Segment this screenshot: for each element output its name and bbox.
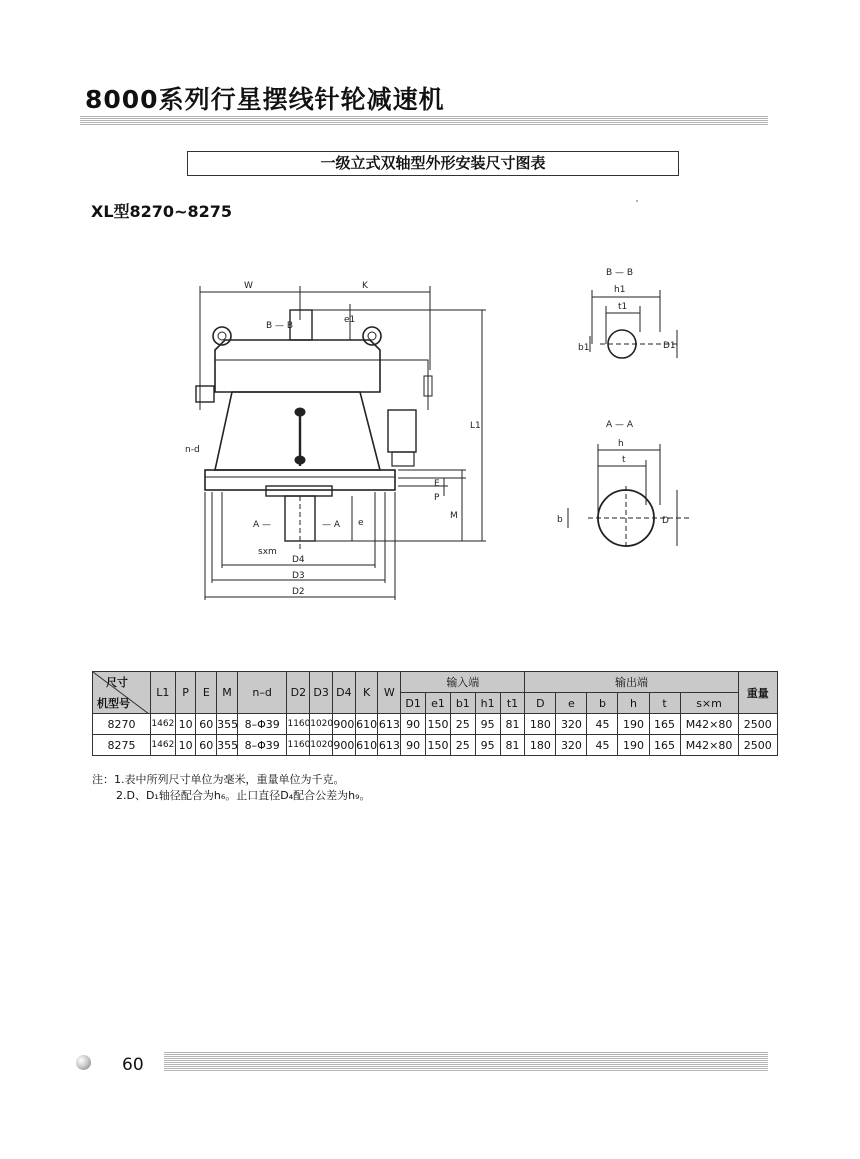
cell-h1: 95 [475, 714, 500, 735]
cell-d4: 900 [332, 714, 355, 735]
group-input: 输入端 [401, 672, 525, 693]
label-nd: n-d [185, 445, 200, 455]
cell-t: 165 [649, 735, 680, 756]
cell-b1: 25 [450, 735, 475, 756]
cell-h1: 95 [475, 735, 500, 756]
col-w: W [378, 672, 401, 714]
page-number: 60 [122, 1055, 144, 1075]
label-l1: L1 [470, 421, 481, 431]
page-title: 8000系列行星摆线针轮减速机 [85, 85, 445, 114]
cell-t: 165 [649, 714, 680, 735]
section-bb-title: B — B [606, 268, 634, 278]
cell-d1: 90 [401, 735, 426, 756]
cell-k: 610 [355, 714, 378, 735]
cell-model: 8270 [93, 714, 151, 735]
col-d3: D3 [310, 672, 333, 714]
col-e1: e1 [426, 693, 451, 714]
label-b: b [557, 515, 563, 525]
col-l1: L1 [150, 672, 175, 714]
label-aa-left: A — [253, 520, 272, 530]
cell-b: 45 [587, 714, 618, 735]
label-p: P [434, 493, 440, 503]
notes [92, 772, 371, 804]
cell-e1: 150 [426, 735, 451, 756]
cell-model: 8275 [93, 735, 151, 756]
section-aa-title: A — A [606, 420, 634, 430]
label-d1: D1 [663, 341, 676, 351]
cell-b: 45 [587, 735, 618, 756]
cell-w: 613 [378, 735, 401, 756]
label-t: t [622, 455, 626, 465]
footer-bar [164, 1052, 768, 1072]
table-corner-header [93, 672, 151, 714]
col-d: D [525, 693, 556, 714]
cell-d1: 90 [401, 714, 426, 735]
col-d1: D1 [401, 693, 426, 714]
col-nd: n–d [237, 672, 287, 714]
corner-dimension-label: 尺寸 [105, 676, 128, 689]
label-h1: h1 [614, 285, 626, 295]
cell-k: 610 [355, 735, 378, 756]
cell-e: 60 [196, 735, 217, 756]
label-m: M [450, 511, 458, 521]
label-k: K [362, 281, 368, 291]
col-h1: h1 [475, 693, 500, 714]
label-e-upper: E [434, 479, 440, 489]
label-d: D [662, 516, 669, 526]
label-d3: D3 [292, 571, 305, 581]
cell-b1: 25 [450, 714, 475, 735]
model-label: XL型8270~8275 [91, 202, 233, 221]
cell-d2: 1160 [287, 735, 310, 756]
dimension-table [92, 671, 778, 756]
cell-d: 180 [525, 735, 556, 756]
cell-weight: 2500 [738, 714, 777, 735]
cell-w: 613 [378, 714, 401, 735]
col-d2: D2 [287, 672, 310, 714]
cell-d4: 900 [332, 735, 355, 756]
note-line-1: 注：1.表中所列尺寸单位为毫米，重量单位为千克。 [92, 773, 345, 786]
cell-m: 355 [217, 735, 238, 756]
cell-p: 10 [175, 735, 196, 756]
cell-l1: 1462 [150, 714, 175, 735]
label-bb: B — B [266, 321, 294, 331]
col-d4: D4 [332, 672, 355, 714]
corner-model-label: 机型号 [97, 697, 130, 710]
col-e: E [196, 672, 217, 714]
cell-weight: 2500 [738, 735, 777, 756]
label-d2: D2 [292, 587, 305, 597]
label-e-lower: e [358, 518, 364, 528]
cell-sxm: M42×80 [680, 714, 738, 735]
col-k: K [355, 672, 378, 714]
col-t1: t1 [500, 693, 525, 714]
cell-e: 60 [196, 714, 217, 735]
col-b: b [587, 693, 618, 714]
label-aa-right: — A [322, 520, 341, 530]
cell-t1: 81 [500, 714, 525, 735]
cell-h: 190 [618, 735, 649, 756]
label-sxm: sxm [258, 547, 277, 557]
cell-d2: 1160 [287, 714, 310, 735]
cell-e-out: 320 [556, 735, 587, 756]
label-d4: D4 [292, 555, 305, 565]
col-b1: b1 [450, 693, 475, 714]
cell-l1: 1462 [150, 735, 175, 756]
col-t: t [649, 693, 680, 714]
col-e-out: e [556, 693, 587, 714]
col-m: M [217, 672, 238, 714]
col-weight: 重量 [738, 672, 777, 714]
cell-nd: 8–Φ39 [237, 714, 287, 735]
cell-d3: 1020 [310, 714, 333, 735]
cell-t1: 81 [500, 735, 525, 756]
label-e1: e1 [344, 315, 356, 325]
note-line-2: 2.D、D₁轴径配合为h₆。止口直径D₄配合公差为h₉。 [116, 789, 371, 802]
col-h: h [618, 693, 649, 714]
label-h: h [618, 439, 624, 449]
cell-nd: 8–Φ39 [237, 735, 287, 756]
label-b1: b1 [578, 343, 590, 353]
col-p: P [175, 672, 196, 714]
col-sxm: s×m [680, 693, 738, 714]
table-row [93, 714, 778, 735]
section-subtitle: 一级立式双轴型外形安装尺寸图表 [187, 151, 679, 176]
cell-h: 190 [618, 714, 649, 735]
cell-p: 10 [175, 714, 196, 735]
cell-sxm: M42×80 [680, 735, 738, 756]
label-w: W [244, 281, 253, 291]
page-bullet-icon [76, 1055, 91, 1070]
cell-d: 180 [525, 714, 556, 735]
cell-d3: 1020 [310, 735, 333, 756]
cell-m: 355 [217, 714, 238, 735]
group-output: 输出端 [525, 672, 738, 693]
label-t1: t1 [618, 302, 628, 312]
cell-e1: 150 [426, 714, 451, 735]
table-row [93, 735, 778, 756]
cell-e-out: 320 [556, 714, 587, 735]
